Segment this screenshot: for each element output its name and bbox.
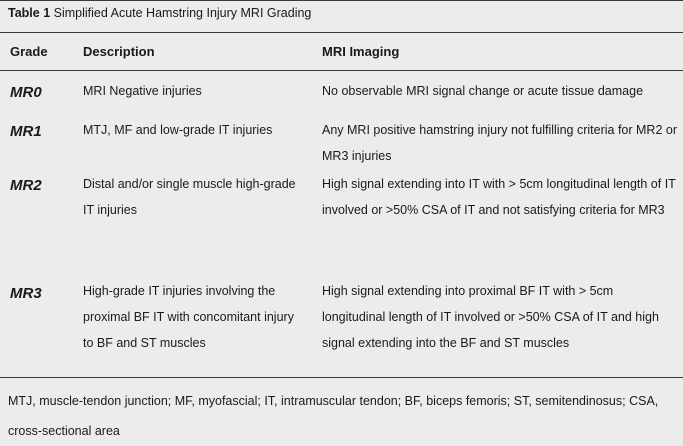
description-mr2: Distal and/or single muscle high-grade IT injuries bbox=[83, 177, 296, 217]
grade-mr2: MR2 bbox=[10, 177, 42, 194]
description-mr0: MRI Negative injuries bbox=[83, 84, 202, 98]
header-mri-imaging: MRI Imaging bbox=[322, 44, 400, 59]
description-mr3: High-grade IT injuries involving the proximal BF IT with concomitant injury to BF and ST muscles bbox=[83, 284, 294, 350]
imaging-mr1: Any MRI positive hamstring injury not fulfilling criteria for MR2 or MR3 injuries bbox=[322, 123, 677, 163]
imaging-mr0: No observable MRI signal change or acute tissue damage bbox=[322, 84, 644, 98]
table-top-border bbox=[0, 0, 683, 1]
caption-divider bbox=[0, 32, 683, 33]
header-grade: Grade bbox=[10, 44, 48, 59]
grade-mr1: MR1 bbox=[10, 123, 42, 140]
table-footnote: MTJ, muscle-tendon junction; MF, myofascial; IT, intramuscular tendon; BF, biceps femoris; ST, semitendinosus; CSA, cross-sectional area bbox=[8, 394, 659, 438]
grade-mr0: MR0 bbox=[10, 84, 42, 101]
footnote-divider bbox=[0, 377, 683, 378]
header-description: Description bbox=[83, 44, 155, 59]
caption-label: Table 1 bbox=[8, 6, 51, 20]
table-caption bbox=[8, 6, 311, 20]
description-mr1: MTJ, MF and low-grade IT injuries bbox=[83, 123, 273, 137]
grade-mr3: MR3 bbox=[10, 285, 42, 302]
imaging-mr2: High signal extending into IT with > 5cm longitudinal length of IT involved or >50% CSA of IT and not satisfying criteria for MR3 bbox=[322, 177, 676, 217]
imaging-mr3: High signal extending into proximal BF IT with > 5cm longitudinal length of IT involved or >50% CSA of IT and high signal extending into the BF and ST muscles bbox=[322, 284, 659, 350]
header-divider bbox=[0, 70, 683, 71]
caption-text: Simplified Acute Hamstring Injury MRI Grading bbox=[53, 6, 312, 20]
